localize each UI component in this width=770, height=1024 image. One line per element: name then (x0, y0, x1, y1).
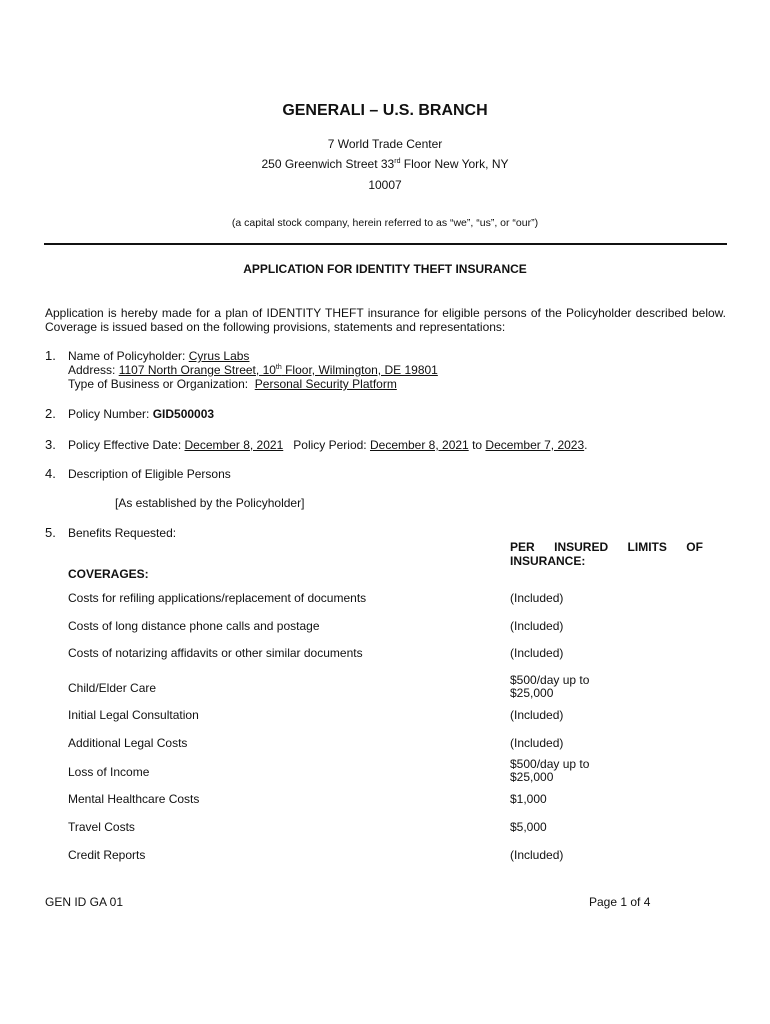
coverage-name: Costs of notarizing affidavits or other similar documents (68, 646, 363, 660)
policy-period-to: to (472, 438, 483, 452)
limits-header-line-2: INSURANCE: (510, 554, 586, 568)
coverage-limit: (Included) (510, 848, 564, 862)
coverage-limit-line-1: $500/day up to (510, 757, 590, 771)
effective-date-label: Policy Effective Date: (68, 438, 182, 452)
item-number-4: 4. (45, 466, 56, 481)
coverage-name: Costs of long distance phone calls and postage (68, 619, 320, 633)
address-value-text: 1107 North Orange Street, 10 (118, 363, 276, 377)
policyholder-value: Cyrus Labs (188, 349, 250, 363)
coverage-name: Mental Healthcare Costs (68, 792, 200, 806)
company-title: GENERALI – U.S. BRANCH (282, 102, 488, 119)
coverage-limit: $5,000 (510, 820, 547, 834)
header-divider (44, 243, 727, 245)
company-note: (a capital stock company, herein referred to as “we”, “us”, or “our”) (231, 217, 539, 229)
limits-header-word: OF (686, 540, 703, 554)
coverage-limit-line-1: $500/day up to (510, 673, 590, 687)
limits-header-word: PER (510, 540, 535, 554)
limits-header-word: INSURED (554, 540, 609, 554)
limits-header (510, 540, 703, 568)
coverage-name: Costs for refiling applications/replacement of documents (68, 591, 367, 605)
coverage-name: Additional Legal Costs (68, 736, 188, 750)
address-line-2-sup: rd (394, 158, 401, 165)
coverage-name: Child/Elder Care (68, 681, 157, 695)
item-number-1: 1. (45, 348, 56, 363)
item-number-2: 2. (45, 406, 56, 421)
policy-number-value: GID500003 (152, 407, 215, 421)
address-value (119, 363, 438, 377)
form-title: APPLICATION FOR IDENTITY THEFT INSURANCE (243, 262, 527, 276)
address-label: Address: (68, 363, 116, 377)
coverage-limit-line-2: $25,000 (510, 686, 554, 700)
address-line (68, 363, 438, 377)
coverages-header: COVERAGES: (68, 567, 149, 581)
policy-number-label: Policy Number: (68, 407, 150, 421)
address-line-2-text: 250 Greenwich Street 33 (261, 157, 395, 171)
effective-date-value: December 8, 2021 (184, 438, 284, 452)
address-value-sup: th (275, 364, 282, 371)
item-number-5: 5. (45, 525, 56, 540)
item-number-3: 3. (45, 437, 56, 452)
eligible-persons-value: [As established by the Policyholder] (115, 496, 305, 510)
policy-dates-line (68, 438, 588, 452)
coverage-limit-line-2: $25,000 (510, 770, 554, 784)
intro-paragraph: Application is hereby made for a plan of IDENTITY THEFT insurance for eligible persons of the Policyholder described below. Coverage is issued based on the following provisions, statements and representations: (45, 306, 726, 334)
policyholder-line (68, 349, 249, 363)
policy-period-label: Policy Period: (293, 438, 367, 452)
coverage-name: Initial Legal Consultation (68, 708, 199, 722)
page-number: Page 1 of 4 (589, 895, 651, 909)
limits-header-line-1 (510, 540, 703, 554)
policy-period-end-punct: . (584, 438, 588, 452)
coverage-limit: $1,000 (510, 792, 547, 806)
benefits-label: Benefits Requested: (68, 526, 177, 540)
business-type-label: Type of Business or Organization: (68, 377, 249, 391)
coverage-name: Credit Reports (68, 848, 146, 862)
coverage-limit: (Included) (510, 736, 564, 750)
coverage-limit: (Included) (510, 708, 564, 722)
business-type-line (68, 377, 397, 391)
coverage-name: Travel Costs (68, 820, 135, 834)
address-line-1: 7 World Trade Center (327, 137, 443, 151)
address-line-2 (0, 157, 770, 171)
coverage-limit: (Included) (510, 619, 564, 633)
coverage-name: Loss of Income (68, 765, 150, 779)
eligible-persons-label: Description of Eligible Persons (68, 467, 231, 481)
coverage-limit (510, 674, 589, 700)
address-line-3: 10007 (368, 178, 402, 192)
address-value-rest: Floor, Wilmington, DE 19801 (281, 363, 438, 377)
policy-period-end: December 7, 2023 (485, 438, 585, 452)
policyholder-label: Name of Policyholder: (68, 349, 186, 363)
form-code: GEN ID GA 01 (45, 895, 124, 909)
coverage-limit (510, 758, 589, 784)
policy-number-line (68, 407, 214, 421)
limits-header-word: LIMITS (627, 540, 667, 554)
policy-period-start: December 8, 2021 (369, 438, 469, 452)
address-line-2-rest: Floor New York, NY (400, 157, 509, 171)
coverage-limit: (Included) (510, 591, 564, 605)
business-type-value: Personal Security Platform (254, 377, 397, 391)
coverage-limit: (Included) (510, 646, 564, 660)
